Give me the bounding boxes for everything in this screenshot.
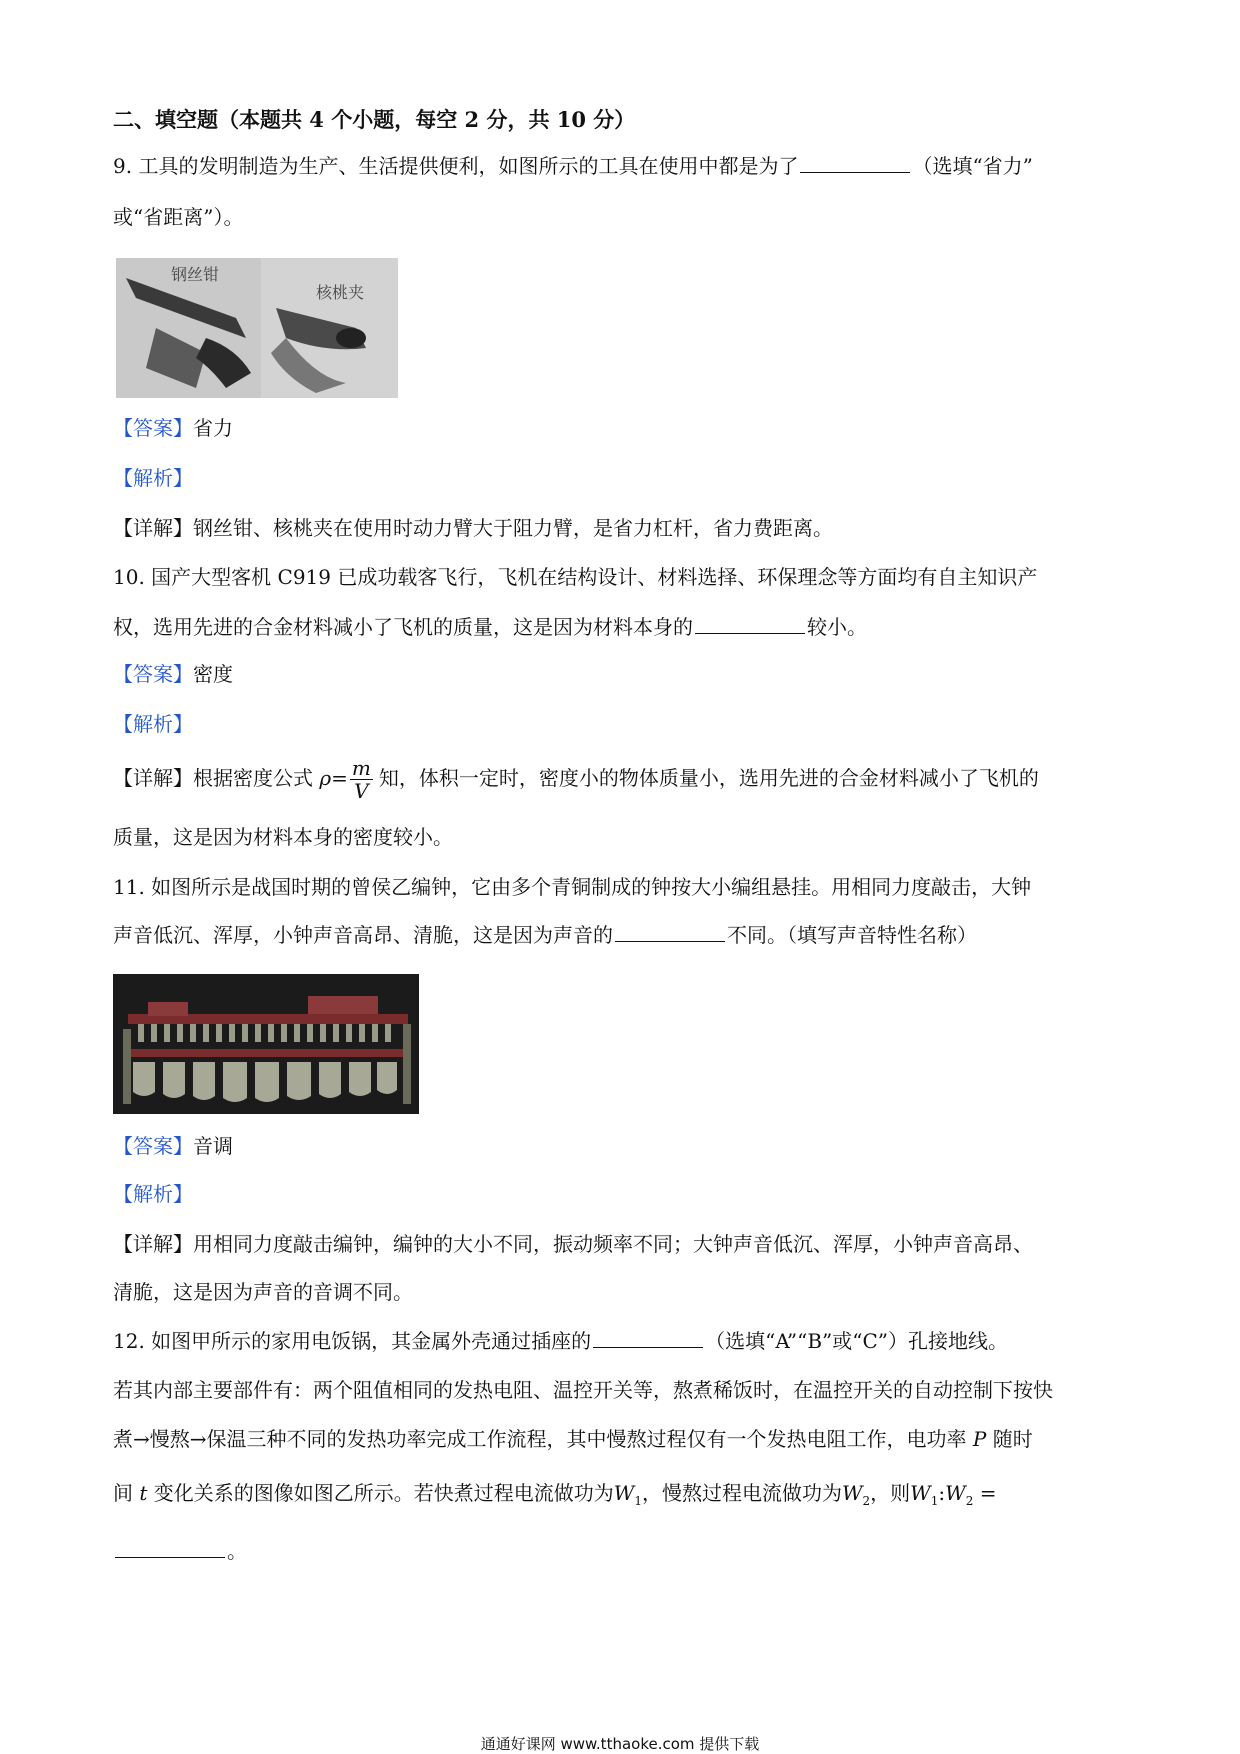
ratio-colon: : (938, 1481, 946, 1505)
q12-text: 变化关系的图像如图乙所示。若快煮过程电流做功为 (153, 1481, 614, 1505)
q9-analysis-tag: 【解析】 (113, 466, 193, 490)
ratio-W1: W (910, 1481, 931, 1505)
answer-text: 省力 (193, 416, 233, 440)
ratio-W2: W (945, 1481, 966, 1505)
q11-answer (113, 1132, 233, 1160)
q12-text: ，则 (870, 1481, 911, 1505)
q10-text: 权，选用先进的合金材料减小了飞机的质量，这是因为材料本身的 (113, 615, 693, 639)
ratio-sub-2: 2 (965, 1494, 974, 1508)
answer-text: 密度 (193, 662, 233, 686)
rho-symbol: ρ (319, 766, 332, 790)
symbol-P: P (972, 1427, 987, 1451)
fraction-denominator: V (354, 779, 369, 803)
answer-tag: 【答案】 (113, 416, 193, 440)
q11-line2 (113, 921, 977, 949)
q11-text: 声音低沉、浑厚，小钟声音高昂、清脆，这是因为声音的 (113, 923, 613, 947)
q12-blank2[interactable] (115, 1537, 225, 1558)
q9-detail (113, 514, 833, 542)
detail-text: 根据密度公式 (193, 766, 313, 790)
ratio-equals: = (979, 1481, 997, 1505)
sub-2: 2 (862, 1494, 871, 1508)
q11-detail-line2: 清脆，这是因为声音的音调不同。 (113, 1280, 413, 1304)
q12-line4 (113, 1479, 996, 1515)
q10-analysis-tag: 【解析】 (113, 712, 193, 736)
q12-text: 煮→慢熬→保温三种不同的发热功率完成工作流程，其中慢熬过程仅有一个发热电阻工作，电功率 (113, 1427, 967, 1451)
q10-line2 (113, 613, 867, 641)
q12-end: 。 (227, 1539, 247, 1563)
q11-text-after: 不同。（填写声音特性名称） (727, 923, 977, 947)
answer-tag: 【答案】 (113, 662, 193, 686)
q9-blank[interactable] (800, 152, 910, 173)
q9-answer (113, 414, 233, 442)
eq-sign: = (331, 766, 348, 790)
q12-line2: 若其内部主要部件有：两个阻值相同的发热电阻、温控开关等，熬煮稀饭时，在温控开关的自动控制下按快 (113, 1378, 1053, 1402)
footer-text: 通通好课网 www.tthaoke.com 提供下载 (480, 1735, 760, 1753)
detail-text: 钢丝钳、核桃夹在使用时动力臂大于阻力臂，是省力杠杆，省力费距离。 (193, 516, 833, 540)
symbol-t: t (139, 1481, 148, 1505)
q10-blank[interactable] (695, 613, 805, 634)
q12-text: 12. 如图甲所示的家用电饭锅，其金属外壳通过插座的 (113, 1329, 592, 1353)
fraction-numerator: m (351, 756, 371, 780)
label-nutcracker: 核桃夹 (316, 283, 365, 302)
q12-text: ，慢熬过程电流做功为 (641, 1481, 842, 1505)
detail-text: 用相同力度敲击编钟，编钟的大小不同，振动频率不同；大钟声音低沉、浑厚，小钟声音高昂、 (193, 1232, 1033, 1256)
bianzhong-image (113, 974, 419, 1114)
symbol-W2: W (841, 1481, 863, 1505)
q11-blank[interactable] (615, 921, 725, 942)
q10-line1: 10. 国产大型客机 C919 已成功载客飞行，飞机在结构设计、材料选择、环保理念等方面均有自主知识产 (113, 565, 1038, 589)
q12-line5 (113, 1537, 247, 1565)
symbol-W1: W (613, 1481, 635, 1505)
answer-text: 音调 (193, 1134, 233, 1158)
q10-answer (113, 660, 233, 688)
q10-detail (113, 756, 1039, 802)
q12-line1 (113, 1327, 1008, 1355)
q9-line2: 或“省距离”）。 (113, 205, 244, 229)
q12-text-after: （选填“A”“B”或“C”）孔接地线。 (705, 1329, 1009, 1353)
q12-line3 (113, 1425, 1033, 1453)
sub-1: 1 (634, 1494, 642, 1508)
label-pliers: 钢丝钳 (171, 265, 220, 284)
detail-tag: 【详解】 (113, 516, 193, 540)
q12-text: 间 (113, 1481, 133, 1505)
answer-tag: 【答案】 (113, 1134, 193, 1158)
q9-text: 9. 工具的发明制造为生产、生活提供便利，如图所示的工具在使用中都是为了 (113, 154, 799, 178)
tools-image (116, 258, 398, 398)
q11-detail (113, 1230, 1033, 1258)
q11-analysis-tag: 【解析】 (113, 1182, 193, 1206)
section-title: 二、填空题（本题共 4 个小题，每空 2 分，共 10 分） (113, 107, 636, 132)
ratio-sub-1: 1 (930, 1494, 939, 1508)
q9-text-after: （选填“省力” (912, 154, 1033, 178)
q12-text: 随时 (992, 1427, 1033, 1451)
detail-tag: 【详解】 (113, 766, 193, 790)
density-fraction (350, 757, 373, 802)
q12-blank1[interactable] (593, 1327, 703, 1348)
q10-detail-line2: 质量，这是因为材料本身的密度较小。 (113, 825, 453, 849)
detail-text-after: 知，体积一定时，密度小的物体质量小，选用先进的合金材料减小了飞机的 (378, 766, 1039, 790)
q10-text-after: 较小。 (807, 615, 867, 639)
q11-line1: 11. 如图所示是战国时期的曾侯乙编钟，它由多个青铜制成的钟按大小编组悬挂。用相同力度敲击，大钟 (113, 875, 1032, 899)
detail-tag: 【详解】 (113, 1232, 193, 1256)
q9-line1 (113, 152, 1033, 180)
